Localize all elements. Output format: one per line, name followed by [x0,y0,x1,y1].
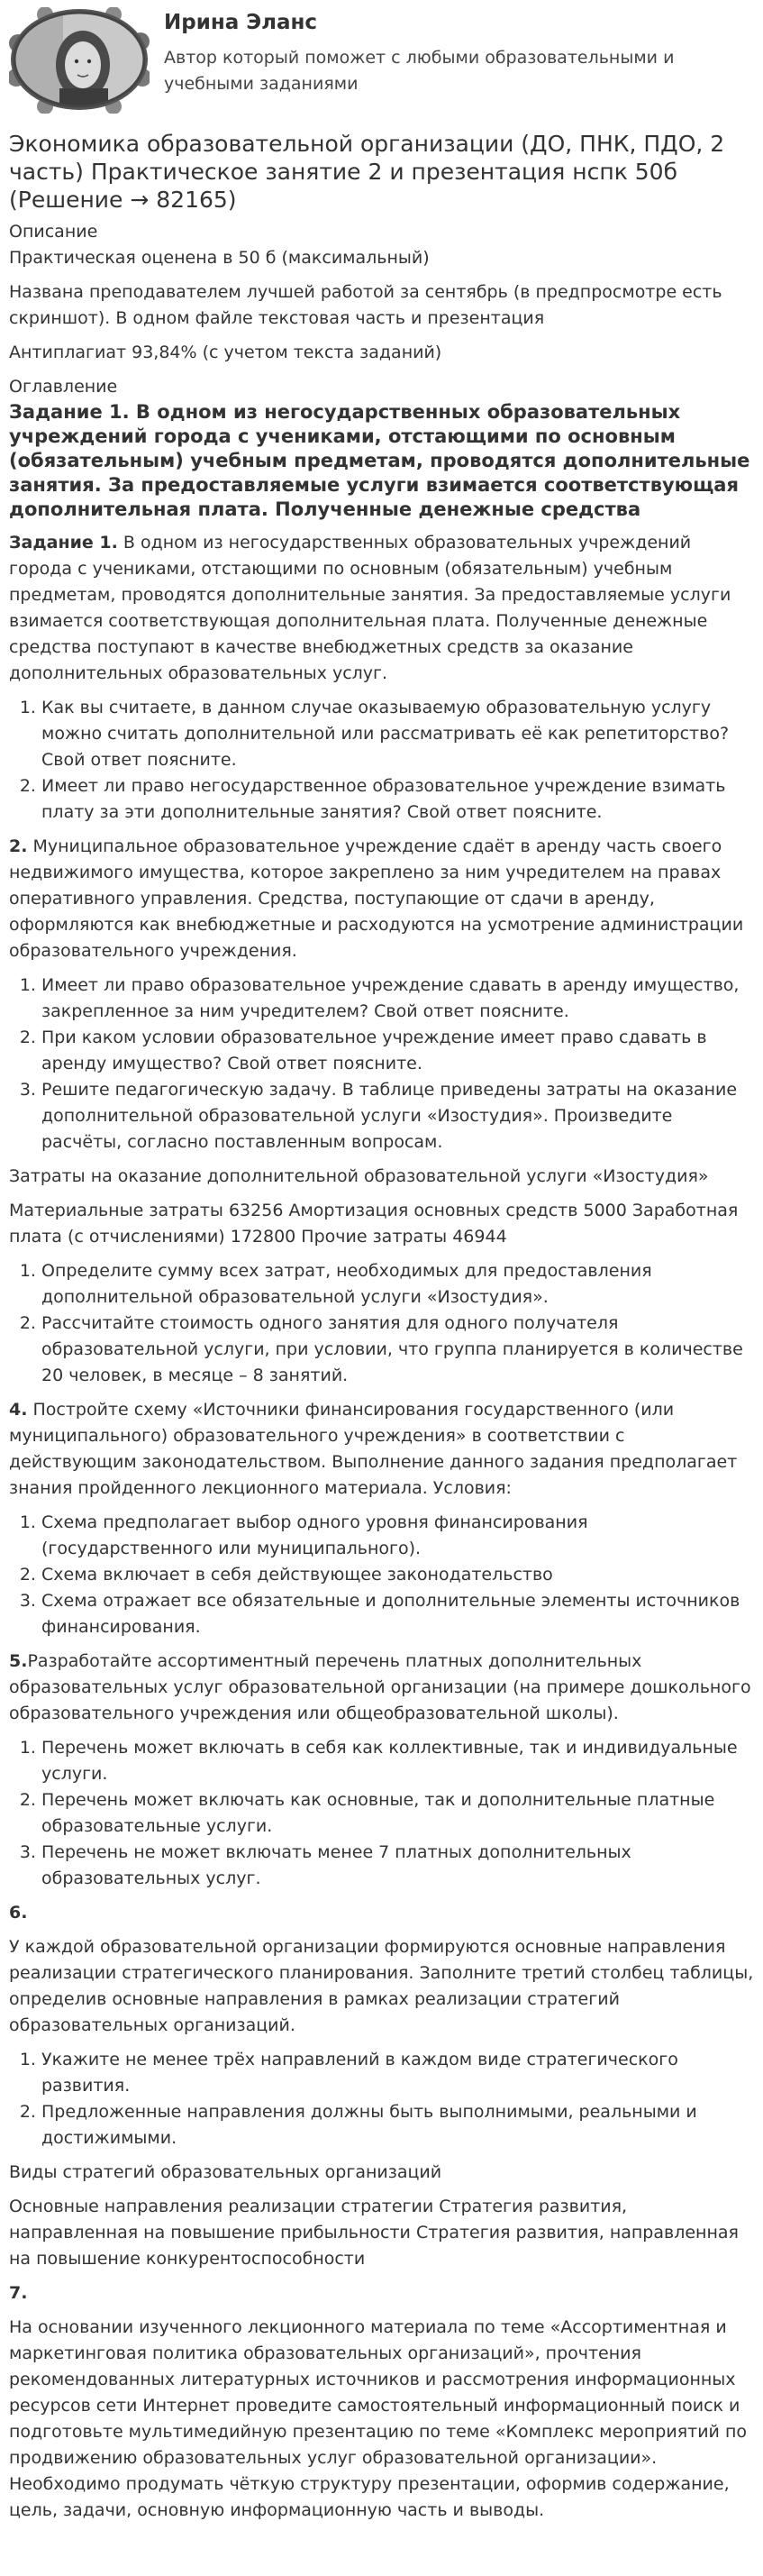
description-line-2: Названа преподавателем лучшей работой за сентябрь (в предпросмотре есть скриншот). В одном файле текстовая часть и презентация [9,282,722,328]
author-card [9,0,754,117]
task-4-text: 4. Постройте схему «Источники финансирования государственного (или муниципального) образовательного учреждения» в соответствии с действующим законодательством. Выполнение данного задания предполагает знания пройденного лекционного материала. Условия: [9,1400,738,1498]
task-2-text: 2. Муниципальное образовательное учреждение сдаёт в аренду часть своего недвижимого имущества, которое закреплено за ним учредителем на правах оперативного управления. Средства, поступающие от сдачи в аренду, оформляются как внебюджетные и расходуются на усмотрение администрации образовательного учреждения. [9,836,744,961]
task-2-number: 2. [9,836,28,856]
author-description: Автор который поможет с любыми образовательными и учебными заданиями [164,48,675,94]
list-item: 3. Решите педагогическую задачу. В таблице приведены затраты на оказание дополнительной образовательной услуги «Изостудия». Произведите расчёты, согласно поставленным вопросам. [41,1077,754,1156]
costs-list [9,1258,754,1389]
description-label: Описание [9,222,98,242]
task-1-text: Задание 1. В одном из негосударственных образовательных учреждений города с учениками, отстающими по основным (обязательным) учебным предметам, проводятся дополнительные занятия. За предоставляемые услуги взимается соответствующая дополнительная плата. Полученные денежные средства поступают в качестве внебюджетных средств за оказание дополнительных образовательных услуг. [9,533,731,683]
task-7-number: 7. [9,2283,28,2303]
costs-text: Материальные затраты 63256 Амортизация основных средств 5000 Заработная плата (с отчислениями) 172800 Прочие затраты 46944 [9,1201,739,1247]
task-2-list [9,973,754,1156]
list-item: 3. Перечень не может включать менее 7 платных дополнительных образовательных услуг. [41,1840,754,1892]
task-7-text: На основании изученного лекционного материала по теме «Ассортиментная и маркетинговая политика образовательных организаций», прочтения рекомендованных литературных источников и рассмотрения информационных ресурсов сети Интернет проведите самостоятельный информационный поиск и подготовьте мультимедийную презентацию по теме «Комплекс мероприятий по продвижению образовательных услуг образовательной организации». Необходимо продумать чёткую структуру презентации, оформив содержание, цель, задачи, основную информационную часть и выводы. [9,2317,747,2520]
list-item: 2. Рассчитайте стоимость одного занятия для одного получателя образовательной услуги, при условии, что группа планируется в количестве 20 человек, в месяце – 8 занятий. [41,1311,754,1389]
costs-title: Затраты на оказание дополнительной образовательной услуги «Изостудия» [9,1166,709,1186]
task-1-number: Задание 1. [9,533,118,553]
list-item: 2. Предложенные направления должны быть выполнимыми, реальными и достижимыми. [41,2099,754,2151]
list-item: 2. Имеет ли право негосударственное образовательное учреждение взимать плату за эти дополнительные занятия? Свой ответ поясните. [41,773,754,826]
task-5-text: 5.Разработайте ассортиментный перечень платных дополнительных образовательных услуг образовательной организации (на примере дошкольного образовательного учреждения или общеобразовательной школы). [9,1651,751,1723]
toc-title: Задание 1. В одном из негосударственных образовательных учреждений города с учениками, отстающими по основным (обязательным) учебным предметам, проводятся дополнительные занятия. За предоставляемые услуги взимается соответствующая дополнительная плата. Полученные денежные средства [9,401,750,520]
task-4-number: 4. [9,1400,28,1420]
task-6-text: У каждой образовательной организации формируются основные направления реализации стратегического планирования. Заполните третий столбец таблицы, определив основные направления в рамках реализации стратегий образовательных организаций. [9,1937,754,2035]
description-line-3: Антиплагиат 93,84% (с учетом текста заданий) [9,343,442,362]
task-5-number: 5. [9,1651,28,1671]
toc-label: Оглавление [9,377,118,397]
task-5-list [9,1735,754,1892]
list-item: 1. Перечень может включать в себя как коллективные, так и индивидуальные услуги. [41,1735,754,1787]
task-6-list [9,2047,754,2151]
strategies-text: Основные направления реализации стратегии Стратегия развития, направленная на повышение прибыльности Стратегия развития, направленная на повышение конкурентоспособности [9,2197,739,2269]
description-line-1: Практическая оценена в 50 б (максимальный) [9,248,430,268]
task-6-number: 6. [9,1903,28,1923]
list-item: 2. Перечень может включать как основные, так и дополнительные платные образовательные услуги. [41,1787,754,1840]
author-info [164,7,704,97]
list-item: 1. Как вы считаете, в данном случае оказываемую образовательную услугу можно считать дополнительной или рассматривать её как репетиторство? Свой ответ поясните. [41,695,754,773]
page-title: Экономика образовательной организации (ДО, ПНК, ПДО, 2 часть) Практическое занятие 2 и презентация нспк 50б (Решение → 82165) [9,131,725,213]
list-item: 2. При каком условии образовательное учреждение имеет право сдавать в аренду имущество? Свой ответ поясните. [41,1025,754,1077]
author-avatar[interactable] [9,7,150,114]
list-item: 1. Укажите не менее трёх направлений в каждом виде стратегического развития. [41,2047,754,2099]
list-item: 3. Схема отражает все обязательные и дополнительные элементы источников финансирования. [41,1588,754,1640]
list-item: 2. Схема включает в себя действующее законодательство [41,1562,754,1588]
list-item: 1. Схема предполагает выбор одного уровня финансирования (государственного или муниципального). [41,1510,754,1562]
author-name[interactable]: Ирина Эланс [164,11,318,34]
task-4-list [9,1510,754,1640]
list-item: 1. Имеет ли право образовательное учреждение сдавать в аренду имущество, закрепленное за ним учредителем? Свой ответ поясните. [41,973,754,1025]
strategies-title: Виды стратегий образовательных организаций [9,2162,442,2182]
task-1-list [9,695,754,826]
list-item: 1. Определите сумму всех затрат, необходимых для предоставления дополнительной образовательной услуги «Изостудия». [41,1258,754,1311]
